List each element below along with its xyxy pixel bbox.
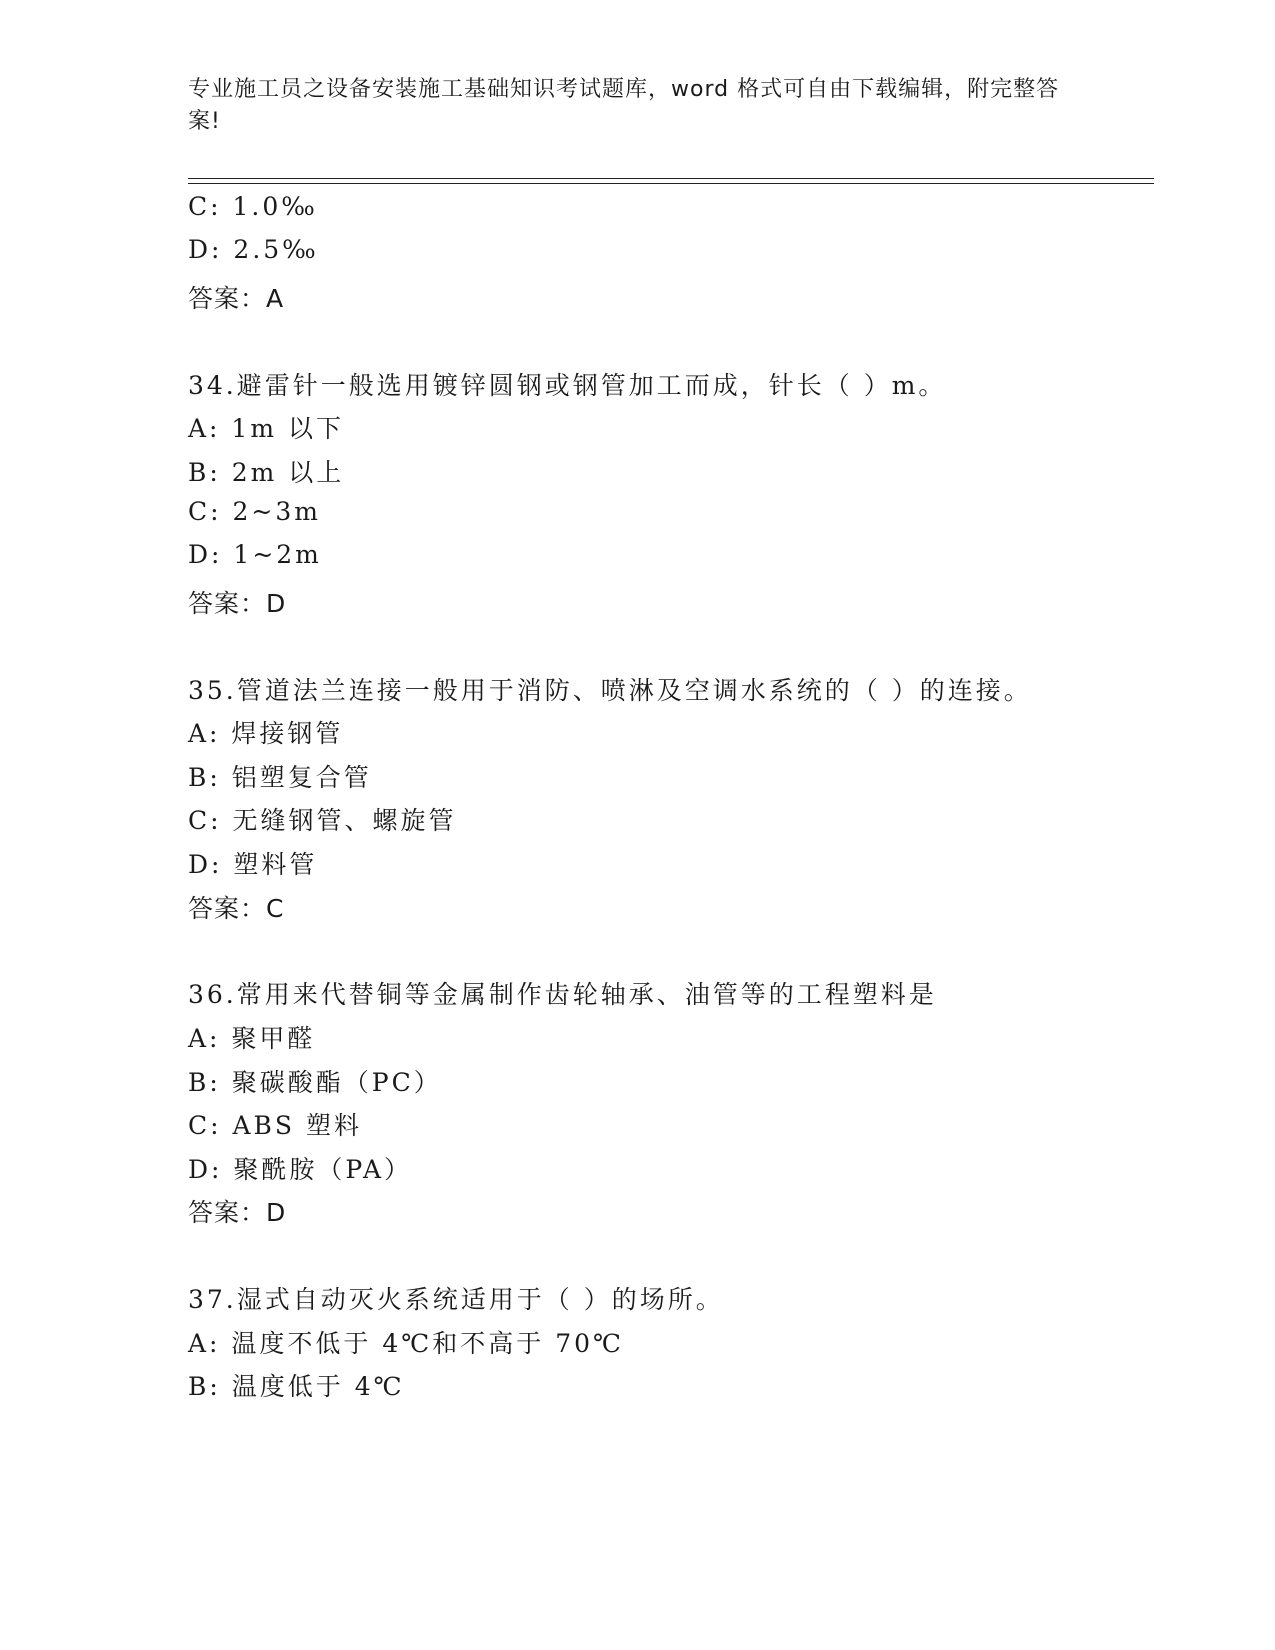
option-line: D: 2.5‰ — [188, 235, 319, 264]
option-line: B: 铝塑复合管 — [188, 763, 372, 792]
question-text: 37.湿式自动灭火系统适用于（ ）的场所。 — [188, 1285, 724, 1314]
option-line: D: 塑料管 — [188, 850, 318, 879]
answer-line: 答案：D — [188, 589, 287, 618]
option-line: A: 焊接钢管 — [188, 719, 344, 748]
option-line: A: 1m 以下 — [188, 414, 344, 443]
question-text: 34.避雷针一般选用镀锌圆钢或钢管加工而成，针长（ ）m。 — [188, 371, 947, 400]
option-line: C: ABS 塑料 — [188, 1111, 362, 1140]
header-divider-bottom — [188, 183, 1154, 184]
option-line: B: 聚碳酸酯（PC） — [188, 1068, 442, 1097]
option-line: B: 2m 以上 — [188, 458, 345, 487]
option-line: D: 聚酰胺（PA） — [188, 1155, 412, 1184]
question-text: 36.常用来代替铜等金属制作齿轮轴承、油管等的工程塑料是 — [188, 980, 937, 1009]
answer-line: 答案：C — [188, 894, 285, 923]
option-line: C: 无缝钢管、螺旋管 — [188, 806, 457, 835]
answer-line: 答案：A — [188, 284, 285, 313]
answer-line: 答案：D — [188, 1198, 287, 1227]
option-line: C: 2~3m — [188, 497, 321, 526]
option-line: A: 聚甲醛 — [188, 1024, 316, 1053]
option-line: B: 温度低于 4℃ — [188, 1372, 405, 1401]
document-header: 专业施工员之设备安装施工基础知识考试题库，word 格式可自由下载编辑，附完整答案! — [188, 77, 1060, 134]
option-line: D: 1~2m — [188, 540, 322, 569]
header-divider-top — [188, 178, 1154, 179]
option-line: C: 1.0‰ — [188, 192, 318, 221]
option-line: A: 温度不低于 4℃和不高于 70℃ — [188, 1329, 624, 1358]
question-text: 35.管道法兰连接一般用于消防、喷淋及空调水系统的（ ）的连接。 — [188, 676, 1032, 705]
